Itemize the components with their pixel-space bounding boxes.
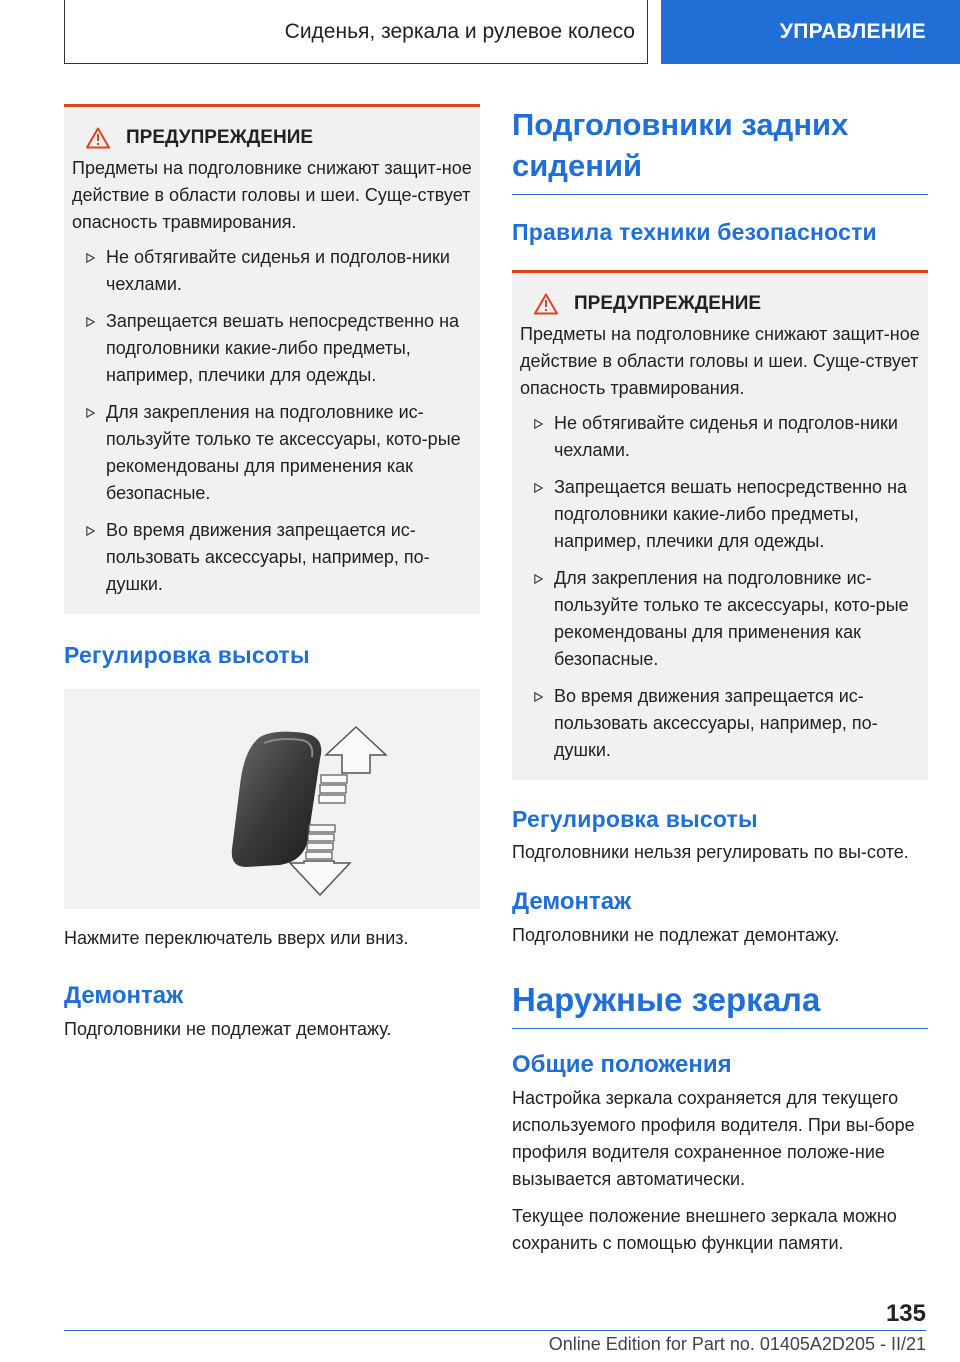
list-item: Во время движения запрещается ис-пользовать аксессуары, например, по-душки. <box>72 517 472 598</box>
edition-link[interactable]: Online Edition for Part no. 01405A2D205 - II/21 <box>548 1334 926 1354</box>
header-section-title <box>64 0 648 64</box>
removal-text: Подголовники не подлежат демонтажу. <box>64 1019 392 1039</box>
general-text-2: Текущее положение внешнего зеркала можно сохранить с помощью функции памяти. <box>512 1206 897 1253</box>
warning-icon <box>534 293 558 315</box>
footer-divider <box>64 1330 926 1331</box>
left-column <box>64 104 480 1043</box>
triangle-bullet-icon <box>86 253 95 263</box>
general-text-1: Настройка зеркала сохраняется для текущего используемого профиля водителя. При вы-боре профиля водителя сохраненное положе-ние вызывается автоматически. <box>512 1088 915 1189</box>
warning-title: ПРЕДУПРЕЖДЕНИЕ <box>534 293 920 315</box>
warning-list <box>520 410 920 764</box>
section-title: Сиденья, зеркала и рулевое колесо <box>284 19 635 43</box>
warning-text: Предметы на подголовнике снижают защит-ное действие в области головы и шеи. Суще-ствует опасность травмирования. <box>520 324 920 398</box>
list-item: Для закрепления на подголовнике ис-пользуйте только те аксессуары, кото-рые рекомендованы для применения как безопасные. <box>520 565 920 673</box>
warning-box <box>512 270 928 780</box>
removal-heading: Демонтаж <box>512 888 632 915</box>
list-item: Запрещается вешать непосредственно на подголовники какие-либо предметы, например, плечики для одежды. <box>72 308 472 389</box>
removal-heading: Демонтаж <box>64 982 184 1009</box>
rear-headrests-heading: Подголовники задних сидений <box>512 104 928 195</box>
list-item: Во время движения запрещается ис-пользовать аксессуары, например, по-душки. <box>520 683 920 764</box>
headrest-switch-illustration <box>64 689 480 909</box>
mirrors-heading: Наружные зеркала <box>512 979 928 1029</box>
height-heading: Регулировка высоты <box>64 642 310 668</box>
triangle-bullet-icon <box>534 419 543 429</box>
warning-title: ПРЕДУПРЕЖДЕНИЕ <box>86 127 472 149</box>
triangle-bullet-icon <box>534 692 543 702</box>
list-item: Для закрепления на подголовнике ис-пользуйте только те аксессуары, кото-рые рекомендованы для применения как безопасные. <box>72 399 472 507</box>
triangle-bullet-icon <box>534 483 543 493</box>
figure-caption: Нажмите переключатель вверх или вниз. <box>64 928 409 948</box>
warning-text: Предметы на подголовнике снижают защит-ное действие в области головы и шеи. Суще-ствует опасность травмирования. <box>72 158 472 232</box>
list-item: Запрещается вешать непосредственно на подголовники какие-либо предметы, например, плечики для одежды. <box>520 474 920 555</box>
right-column <box>512 104 928 1257</box>
triangle-bullet-icon <box>86 526 95 536</box>
safety-heading: Правила техники безопасности <box>512 219 877 245</box>
header-chapter-tab[interactable] <box>661 0 960 64</box>
page-number: 135 <box>885 1300 926 1327</box>
height-heading: Регулировка высоты <box>512 806 758 832</box>
height-text: Подголовники нельзя регулировать по вы-соте. <box>512 842 909 862</box>
warning-box <box>64 104 480 614</box>
general-heading: Общие положения <box>512 1051 732 1078</box>
list-item: Не обтягивайте сиденья и подголов-ники чехлами. <box>520 410 920 464</box>
list-item: Не обтягивайте сиденья и подголов-ники чехлами. <box>72 244 472 298</box>
headrest-switch-figure <box>64 689 480 909</box>
removal-text: Подголовники не подлежат демонтажу. <box>512 925 840 945</box>
triangle-bullet-icon <box>86 317 95 327</box>
chapter-title: УПРАВЛЕНИЕ <box>779 20 926 43</box>
triangle-bullet-icon <box>534 574 543 584</box>
warning-icon <box>86 127 110 149</box>
warning-list <box>72 244 472 598</box>
triangle-bullet-icon <box>86 408 95 418</box>
